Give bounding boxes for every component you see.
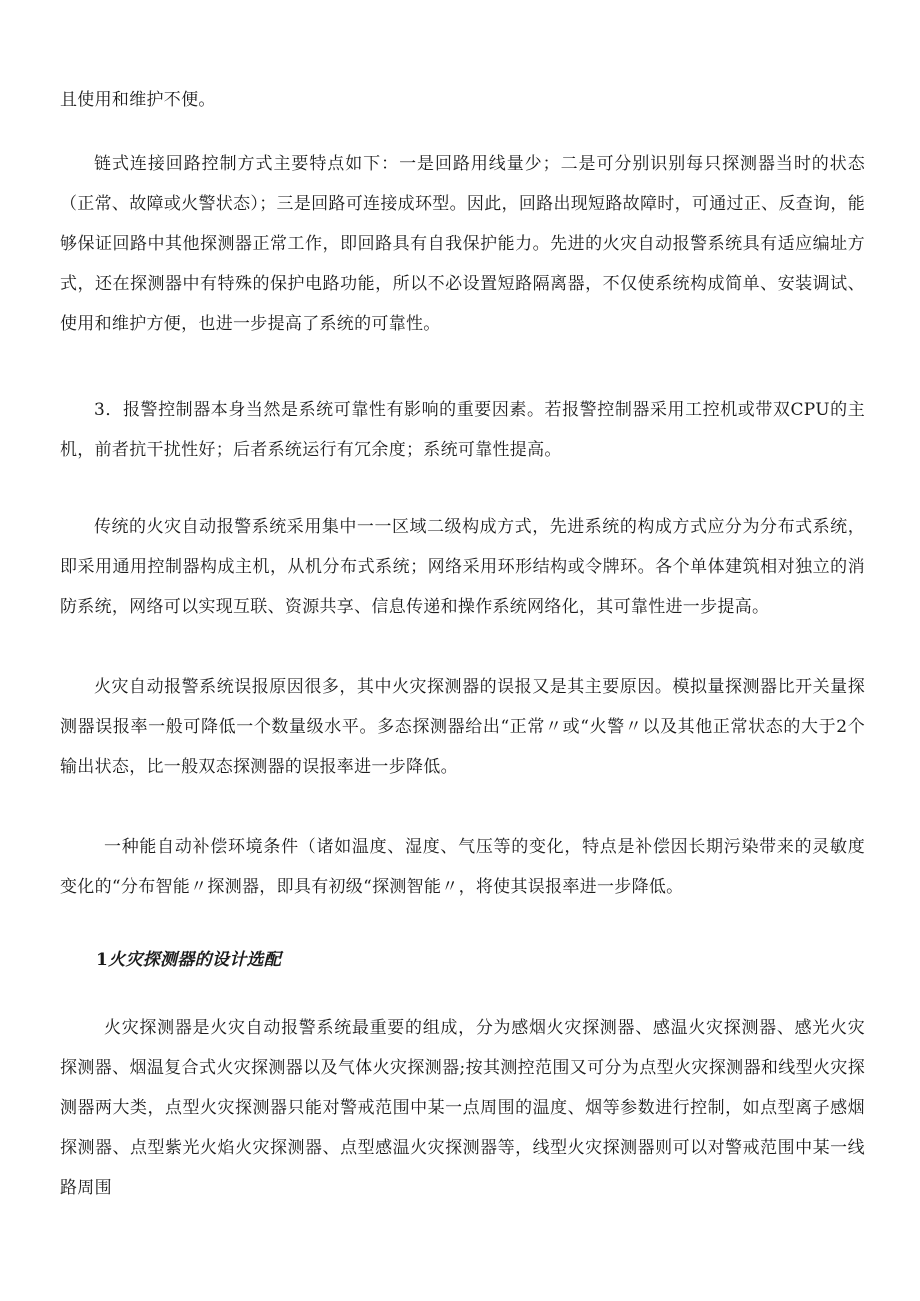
paragraph-compensation-detector: 一种能自动补偿环境条件（诸如温度、湿度、气压等的变化，特点是补偿因长期污染带来的灵敏度变化的“分布智能〃探测器，即具有初级“探测智能〃，将使其误报率进一步降低。 (60, 837, 865, 897)
paragraph-chain-loop-control: 链式连接回路控制方式主要特点如下：一是回路用线量少；二是可分别识别每只探测器当时的状态（正常、故障或火警状态）；三是回路可连接成环型。因此，回路出现短路故障时，可通过正、反查询，能够保证回路中其他探测器正常工作，即回路具有自我保护能力。先进的火灾自动报警系统具有适应编址方式，还在探测器中有特殊的保护电路功能，所以不必设置短路隔离器，不仅使系统构成简单、安装调试、使用和维护方便，也进一步提高了系统的可靠性。 (60, 154, 865, 334)
paragraph-traditional-system: 传统的火灾自动报警系统采用集中一一区域二级构成方式，先进系统的构成方式应分为分布式系统，即采用通用控制器构成主机，从机分布式系统；网络采用环形结构或令牌环。各个单体建筑相对独立的消防系统，网络可以实现互联、资源共享、信息传递和操作系统网络化，其可靠性进一步提高。 (60, 517, 865, 617)
paragraph-false-alarm-causes: 火灾自动报警系统误报原因很多，其中火灾探测器的误报又是其主要原因。模拟量探测器比开关量探测器误报率一般可降低一个数量级水平。多态探测器给出“正常〃或“火警〃以及其他正常状态的大于2个输出状态，比一般双态探测器的误报率进一步降低。 (60, 677, 865, 777)
paragraph-continuation: 且使用和维护不便。 (60, 90, 216, 110)
paragraph-alarm-controller: 3．报警控制器本身当然是系统可靠性有影响的重要因素。若报警控制器采用工控机或带双CPU的主机，前者抗干扰性好；后者系统运行有冗余度；系统可靠性提高。 (60, 400, 865, 460)
section-heading (96, 945, 281, 975)
section-number: 1 (96, 950, 109, 970)
section-title: 火灾探测器的设计选配 (108, 950, 282, 970)
paragraph-detector-types: 火灾探测器是火灾自动报警系统最重要的组成，分为感烟火灾探测器、感温火灾探测器、感光火灾探测器、烟温复合式火灾探测器以及气体火灾探测器;按其测控范围又可分为点型火灾探测器和线型火灾探测器两大类，点型火灾探测器只能对警戒范围中某一点周围的温度、烟等参数进行控制，如点型离子感烟探测器、点型紫光火焰火灾探测器、点型感温火灾探测器等，线型火灾探测器则可以对警戒范围中某一线路周围 (60, 1018, 865, 1198)
